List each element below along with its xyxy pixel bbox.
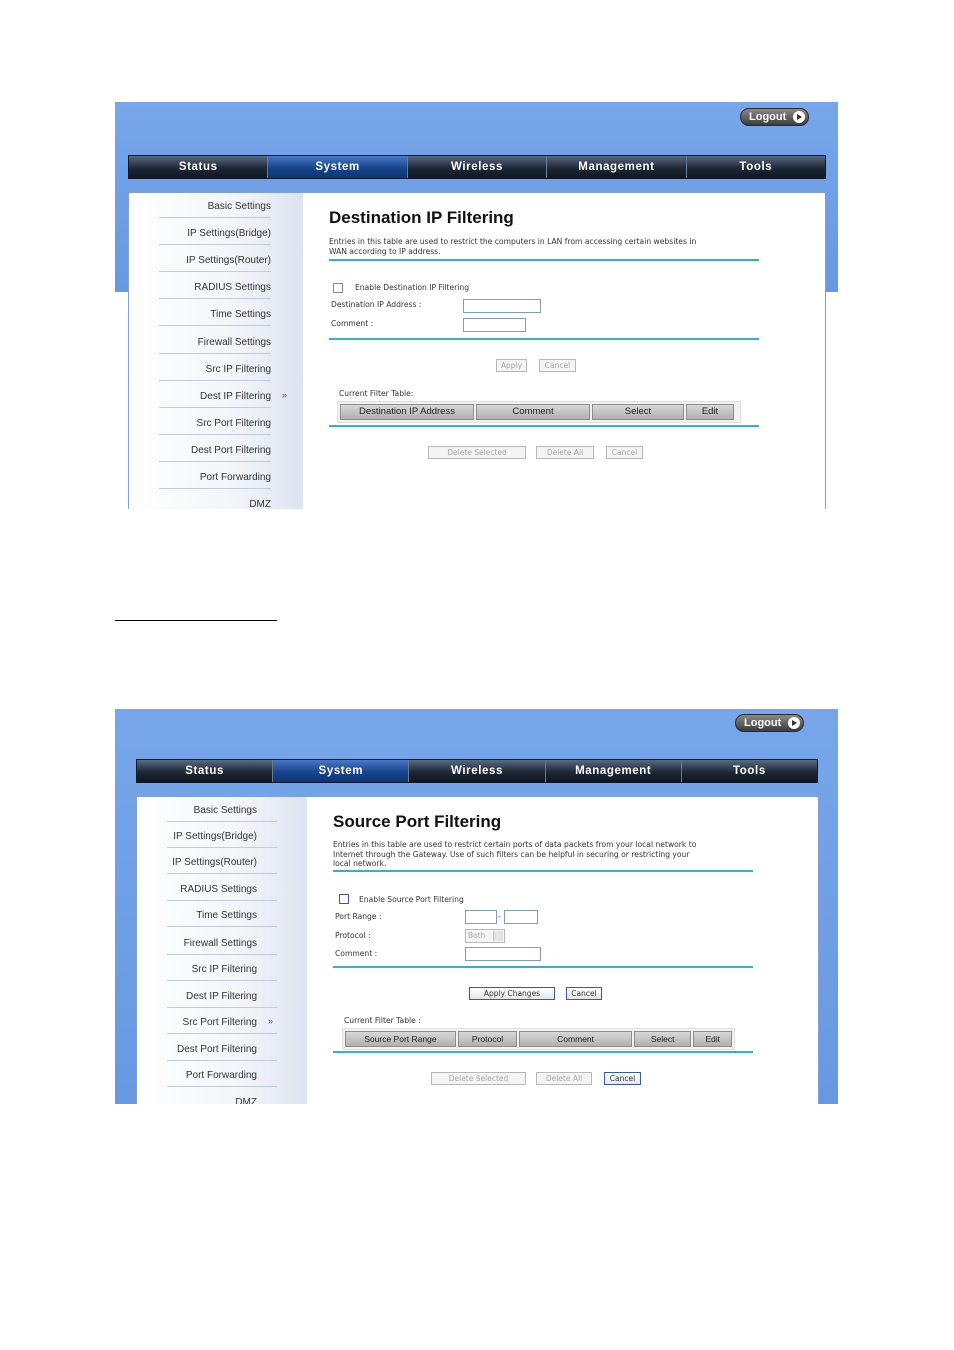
- tab-system[interactable]: System: [273, 760, 409, 782]
- sidebar-item-radius-settings[interactable]: RADIUS Settings: [194, 282, 271, 293]
- sidebar-divider: [159, 407, 271, 408]
- main-content: [307, 797, 818, 1104]
- sidebar-item-basic-settings[interactable]: Basic Settings: [193, 805, 257, 816]
- sidebar-item-radius-settings[interactable]: RADIUS Settings: [180, 884, 257, 895]
- sidebar-item-ip-settings-router[interactable]: IP Settings(Router): [186, 255, 271, 266]
- sidebar: [137, 797, 307, 1104]
- logout-label: Logout: [744, 717, 782, 729]
- column-edit: Edit: [686, 404, 734, 420]
- enable-source-port-filtering-checkbox[interactable]: [339, 894, 349, 904]
- source-port-filtering-screenshot: [115, 709, 838, 1104]
- column-comment: Comment: [476, 404, 590, 420]
- tab-tools[interactable]: Tools: [682, 760, 817, 782]
- sidebar-item-time-settings[interactable]: Time Settings: [210, 309, 271, 320]
- column-select: Select: [634, 1031, 691, 1047]
- sidebar-divider: [159, 488, 271, 489]
- comment-label: Comment :: [331, 319, 374, 328]
- main-content: [303, 193, 825, 509]
- tab-status[interactable]: Status: [129, 156, 268, 178]
- divider: [333, 870, 753, 872]
- current-filter-table-title: Current Filter Table :: [344, 1016, 421, 1025]
- port-range-end-input[interactable]: [504, 910, 538, 924]
- sidebar-item-dmz[interactable]: DMZ: [235, 1097, 257, 1104]
- current-filter-table-title: Current Filter Table:: [339, 389, 414, 398]
- tab-management[interactable]: Management: [547, 156, 686, 178]
- sidebar-item-time-settings[interactable]: Time Settings: [196, 910, 257, 921]
- sidebar-item-dest-ip-filtering[interactable]: Dest IP Filtering: [186, 991, 257, 1002]
- delete-all-button[interactable]: Delete All: [536, 1072, 592, 1085]
- sidebar-item-ip-settings-bridge[interactable]: IP Settings(Bridge): [187, 228, 271, 239]
- main-nav: [136, 759, 818, 783]
- apply-changes-button[interactable]: Apply Changes: [469, 987, 555, 1000]
- sidebar-divider: [167, 1007, 277, 1008]
- divider: [329, 338, 759, 340]
- cancel-table-button[interactable]: Cancel: [606, 446, 643, 459]
- content-frame: [136, 796, 819, 1104]
- sidebar-divider: [167, 1033, 277, 1034]
- tab-system[interactable]: System: [268, 156, 407, 178]
- divider: [333, 1051, 753, 1053]
- tab-tools[interactable]: Tools: [687, 156, 825, 178]
- page-description-line2: WAN according to IP address.: [329, 247, 441, 256]
- port-range-label: Port Range :: [335, 912, 382, 921]
- logout-button[interactable]: [735, 714, 804, 732]
- protocol-selected-value: Both: [468, 931, 486, 940]
- filter-table-header: [337, 401, 741, 423]
- enable-destination-ip-filtering-checkbox[interactable]: [333, 283, 343, 293]
- apply-button[interactable]: Apply: [496, 359, 527, 372]
- sidebar: [129, 193, 303, 509]
- protocol-select[interactable]: [465, 929, 505, 943]
- sidebar-item-dest-port-filtering[interactable]: Dest Port Filtering: [176, 1044, 257, 1055]
- enable-source-port-filtering-label: Enable Source Port Filtering: [359, 895, 464, 904]
- sidebar-divider: [167, 926, 277, 927]
- sidebar-item-dmz[interactable]: DMZ: [249, 499, 271, 509]
- sidebar-divider: [167, 900, 277, 901]
- sidebar-item-src-ip-filtering[interactable]: Src IP Filtering: [191, 964, 257, 975]
- sidebar-divider: [167, 1060, 277, 1061]
- enable-destination-ip-filtering-label: Enable Destination IP Filtering: [355, 283, 470, 292]
- tab-wireless[interactable]: Wireless: [409, 760, 545, 782]
- sidebar-item-firewall-settings[interactable]: Firewall Settings: [197, 337, 271, 348]
- filter-table-header: [342, 1028, 735, 1050]
- sidebar-item-src-ip-filtering[interactable]: Src IP Filtering: [205, 364, 271, 375]
- protocol-label: Protocol :: [335, 931, 371, 940]
- content-frame: [128, 192, 826, 509]
- sidebar-divider: [159, 298, 271, 299]
- column-protocol: Protocol: [458, 1031, 517, 1047]
- sidebar-divider: [167, 821, 277, 822]
- sidebar-item-firewall-settings[interactable]: Firewall Settings: [183, 938, 257, 949]
- sidebar-item-ip-settings-bridge[interactable]: IP Settings(Bridge): [173, 831, 257, 842]
- divider: [333, 966, 753, 968]
- page-title: Destination IP Filtering: [329, 208, 514, 227]
- arrow-right-icon: [793, 111, 805, 123]
- destination-ip-label: Destination IP Address :: [331, 300, 422, 309]
- delete-all-button[interactable]: Delete All: [536, 446, 594, 459]
- cancel-button[interactable]: Cancel: [566, 987, 602, 1000]
- page-description-line1: Entries in this table are used to restrict certain ports of data packets from your local network to: [333, 840, 697, 849]
- page-description-line2: Internet through the Gateway. Use of such filters can be helpful in securing or restricting your: [333, 850, 690, 859]
- cancel-table-button[interactable]: Cancel: [604, 1072, 641, 1085]
- divider: [115, 620, 277, 621]
- logout-button[interactable]: [740, 108, 809, 126]
- cancel-button[interactable]: Cancel: [539, 359, 576, 372]
- tab-management[interactable]: Management: [546, 760, 682, 782]
- page-description-line1: Entries in this table are used to restrict the computers in LAN from accessing certain websites in: [329, 237, 697, 246]
- port-range-start-input[interactable]: [465, 910, 497, 924]
- sidebar-item-port-forwarding[interactable]: Port Forwarding: [185, 1070, 257, 1081]
- sidebar-divider: [167, 954, 277, 955]
- column-destination-ip: Destination IP Address: [340, 404, 474, 420]
- sidebar-item-ip-settings-router[interactable]: IP Settings(Router): [172, 857, 257, 868]
- sidebar-item-dest-ip-filtering[interactable]: Dest IP Filtering »: [200, 391, 271, 402]
- main-nav: [128, 155, 826, 179]
- sidebar-divider: [159, 434, 271, 435]
- comment-input[interactable]: [463, 318, 526, 332]
- destination-ip-filtering-screenshot: [115, 102, 838, 509]
- divider: [329, 259, 759, 261]
- comment-input[interactable]: [465, 947, 541, 961]
- sidebar-item-src-port-filtering[interactable]: Src Port Filtering: [196, 418, 271, 429]
- sidebar-item-dest-port-filtering[interactable]: Dest Port Filtering: [190, 445, 271, 456]
- delete-selected-button[interactable]: Delete Selected: [428, 446, 526, 459]
- port-range-separator: -: [498, 912, 501, 921]
- destination-ip-input[interactable]: [463, 299, 541, 313]
- sidebar-divider: [159, 271, 271, 272]
- sidebar-divider: [167, 980, 277, 981]
- sidebar-divider: [167, 847, 277, 848]
- tab-status[interactable]: Status: [137, 760, 273, 782]
- column-comment: Comment: [519, 1031, 632, 1047]
- column-source-port-range: Source Port Range: [345, 1031, 456, 1047]
- sidebar-divider: [159, 325, 271, 326]
- comment-label: Comment :: [335, 949, 378, 958]
- sidebar-divider: [159, 217, 271, 218]
- sidebar-divider: [167, 1086, 277, 1087]
- sidebar-item-port-forwarding[interactable]: Port Forwarding: [199, 472, 271, 483]
- logout-label: Logout: [749, 111, 787, 123]
- delete-selected-button[interactable]: Delete Selected: [431, 1072, 526, 1085]
- sidebar-item-src-port-filtering[interactable]: Src Port Filtering »: [183, 1017, 257, 1028]
- page-description-line3: local network.: [333, 859, 387, 868]
- sidebar-divider: [159, 244, 271, 245]
- sidebar-divider: [167, 873, 277, 874]
- column-select: Select: [592, 404, 684, 420]
- sidebar-divider: [159, 461, 271, 462]
- column-edit: Edit: [693, 1031, 732, 1047]
- tab-wireless[interactable]: Wireless: [408, 156, 547, 178]
- sidebar-divider: [159, 353, 271, 354]
- divider: [329, 425, 759, 427]
- sidebar-item-basic-settings[interactable]: Basic Settings: [207, 201, 271, 212]
- arrow-right-icon: [788, 717, 800, 729]
- sidebar-divider: [159, 380, 271, 381]
- page-title: Source Port Filtering: [333, 812, 502, 831]
